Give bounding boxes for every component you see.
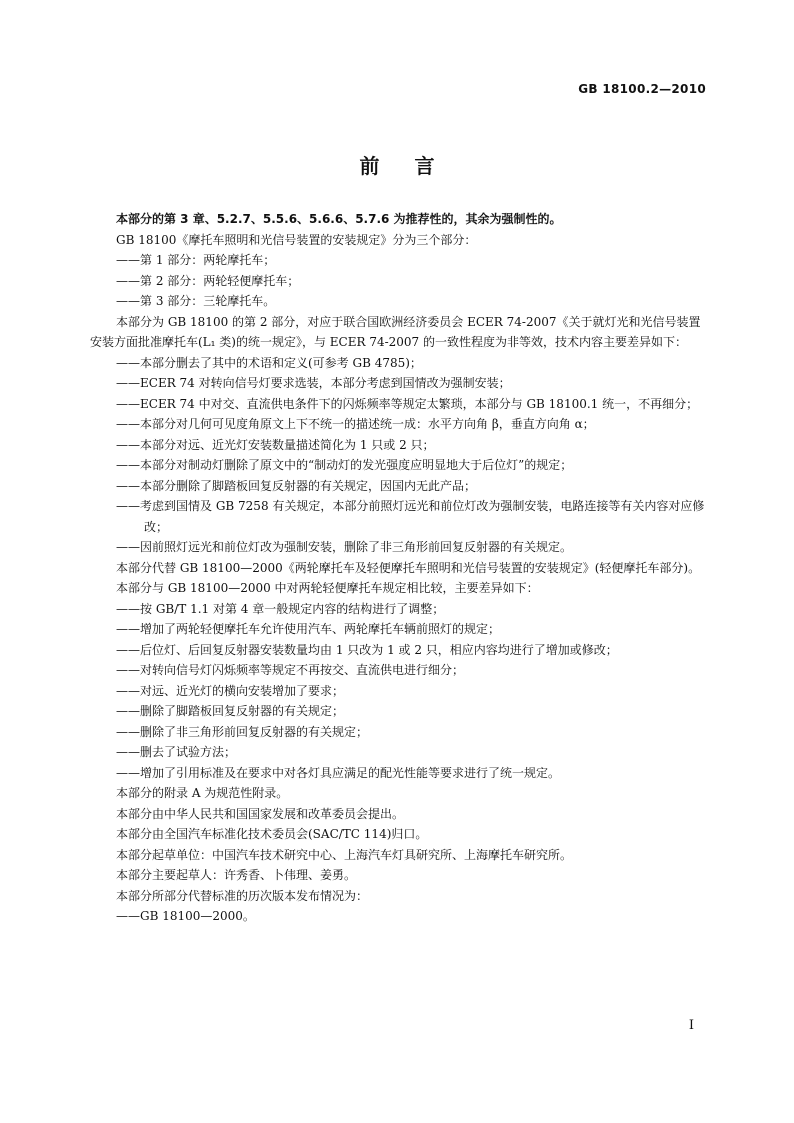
list-item: ——本部分删除了脚踏板回复反射器的有关规定，因国内无此产品； [116, 478, 477, 493]
paragraph: 本部分为 GB 18100 的第 2 部分，对应于联合国欧洲经济委员会 ECER 74-2007《关于就灯光和光信号装置安装方面批准摩托车(L₁ 类)的统一规定》，与 ECER 74-2007 的一致性程度为非等效，技术内容主要差异如下： [90, 314, 701, 349]
paragraph: 本部分由中华人民共和国国家发展和改革委员会提出。 [116, 806, 405, 821]
standard-code: GB 18100.2—2010 [578, 82, 706, 96]
list-item: ——增加了引用标准及在要求中对各灯具应满足的配光性能等要求进行了统一规定。 [116, 765, 561, 780]
list-item: ——考虑到国情及 GB 7258 有关规定，本部分前照灯远光和前位灯改为强制安装，电路连接等有关内容对应修改； [116, 499, 705, 534]
list-item: ——第 2 部分：两轮轻便摩托车； [116, 273, 300, 288]
list-item: ——删除了脚踏板回复反射器的有关规定； [116, 704, 345, 718]
paragraph: 本部分起草单位：中国汽车技术研究中心、上海汽车灯具研究所、上海摩托车研究所。 [116, 847, 573, 862]
list-item: ——本部分对制动灯删除了原文中的“制动灯的发光强度应明显地大于后位灯”的规定； [116, 458, 573, 472]
list-item: ——删除了非三角形前回复反射器的有关规定； [116, 724, 369, 739]
list-item: ——对转向信号灯闪烁频率等规定不再按交、直流供电进行细分； [116, 663, 465, 677]
list-item: ——增加了两轮轻便摩托车允许使用汽车、两轮摩托车辆前照灯的规定； [116, 622, 501, 636]
list-item: ——因前照灯远光和前位灯改为强制安装，删除了非三角形前回复反射器的有关规定。 [116, 540, 573, 554]
list-item: ——GB 18100—2000。 [116, 909, 255, 923]
list-item: ——后位灯、后回复反射器安装数量均由 1 只改为 1 或 2 只，相应内容均进行了增加或修改； [116, 642, 618, 657]
list-item: ——本部分删去了其中的术语和定义(可参考 GB 4785)； [116, 355, 422, 370]
list-item: ——本部分对远、近光灯安装数量描述简化为 1 只或 2 只； [116, 437, 435, 452]
paragraph: 本部分与 GB 18100—2000 中对两轮轻便摩托车规定相比较，主要差异如下： [116, 581, 539, 595]
list-item: ——ECER 74 对转向信号灯要求选装，本部分考虑到国情改为强制安装； [116, 376, 511, 390]
page-number: I [688, 1018, 694, 1033]
foreword-body [90, 209, 706, 927]
paragraph: 本部分由全国汽车标准化技术委员会(SAC/TC 114)归口。 [116, 827, 428, 841]
page-title: 前 言 [359, 154, 435, 178]
list-item: ——对远、近光灯的横向安装增加了要求； [116, 683, 345, 698]
list-item: ——第 1 部分：两轮摩托车； [116, 253, 276, 267]
paragraph: 本部分的第 3 章、5.2.7、5.5.6、5.6.6、5.7.6 为推荐性的，其余为强制性的。 [116, 212, 562, 226]
paragraph: 本部分主要起草人：许秀香、卜伟理、姜勇。 [116, 868, 357, 882]
list-item: ——删去了试验方法； [116, 745, 237, 759]
paragraph: GB 18100《摩托车照明和光信号装置的安装规定》分为三个部分： [116, 232, 477, 247]
list-item: ——ECER 74 中对交、直流供电条件下的闪烁频率等规定太繁琐，本部分与 GB 18100.1 统一，不再细分； [116, 396, 699, 411]
paragraph: 本部分所部分代替标准的历次版本发布情况为： [116, 888, 369, 903]
list-item: ——按 GB/T 1.1 对第 4 章一般规定内容的结构进行了调整； [116, 601, 445, 616]
paragraph: 本部分代替 GB 18100—2000《两轮摩托车及轻便摩托车照明和光信号装置的安装规定》(轻便摩托车部分)。 [116, 560, 701, 575]
paragraph: 本部分的附录 A 为规范性附录。 [116, 786, 289, 800]
list-item: ——本部分对几何可见度角原文上下不统一的描述统一成：水平方向角 β，垂直方向角 α； [116, 417, 595, 431]
list-item: ——第 3 部分：三轮摩托车。 [116, 294, 276, 308]
